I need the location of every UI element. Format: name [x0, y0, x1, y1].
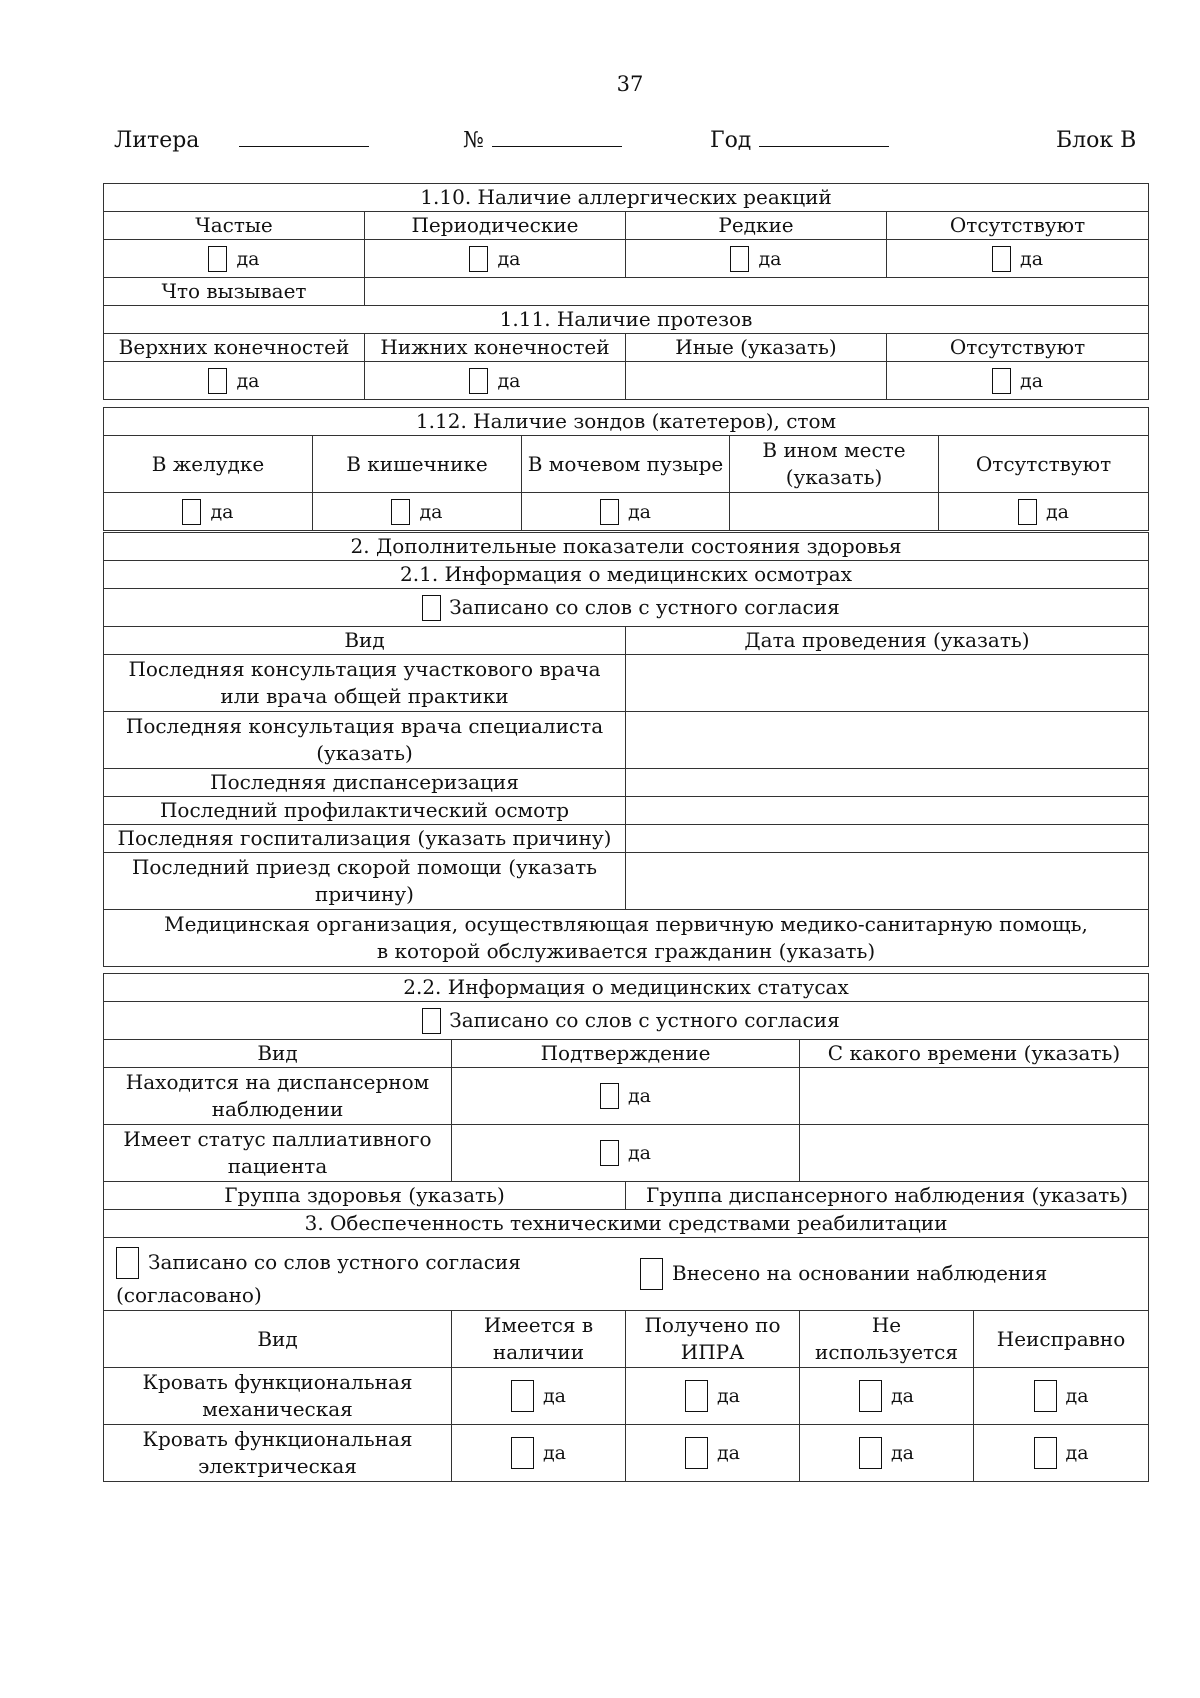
exam-date-field[interactable]	[626, 655, 1149, 712]
litera-label: Литера	[114, 128, 200, 153]
observed-label: Внесено на основании наблюдения	[672, 1261, 1048, 1285]
yes-label: да	[1020, 247, 1044, 270]
exam-row-label: Последняя консультация врача специалиста (указать)	[104, 712, 626, 769]
year-label: Год	[710, 128, 752, 153]
probe-absent-cell	[939, 493, 1149, 531]
probes-table	[103, 407, 1149, 531]
probe-col-bladder: В мочевом пузыре	[522, 436, 730, 493]
consent-label: Записано со слов с устного согласия	[449, 1008, 840, 1032]
yes-label: да	[497, 247, 521, 270]
allergy-absent-cell	[887, 240, 1149, 278]
rehab-cell	[974, 1368, 1149, 1425]
status-since-field[interactable]	[800, 1125, 1149, 1182]
number-input-line[interactable]	[492, 145, 622, 147]
rehab-cell	[626, 1425, 800, 1482]
section-2-2-title: 2.2. Информация о медицинских статусах	[104, 974, 1149, 1002]
litera-input-line[interactable]	[239, 145, 369, 147]
checkbox[interactable]	[116, 1247, 139, 1279]
exam-date-field[interactable]	[626, 797, 1149, 825]
rehab-cell	[800, 1368, 974, 1425]
section-2-1-title: 2.1. Информация о медицинских осмотрах	[104, 561, 1149, 589]
checkbox[interactable]	[422, 1008, 441, 1034]
status-row-label: Находится на диспансерном наблюдении	[104, 1068, 452, 1125]
number-label: №	[463, 128, 484, 153]
allergy-cause-label: Что вызывает	[104, 278, 365, 306]
exam-row-label: Последняя госпитализация (указать причину)	[104, 825, 626, 853]
yes-label: да	[497, 369, 521, 392]
yes-label: да	[890, 1442, 915, 1464]
rehab-col-unused: Не используется	[800, 1311, 974, 1368]
checkbox[interactable]	[730, 246, 749, 272]
checkbox[interactable]	[511, 1380, 534, 1412]
exam-date-field[interactable]	[626, 712, 1149, 769]
exam-row-label: Последняя консультация участкового врача или врача общей практики	[104, 655, 626, 712]
exam-col-date: Дата проведения (указать)	[626, 627, 1149, 655]
checkbox[interactable]	[208, 246, 227, 272]
allergy-col-absent: Отсутствуют	[887, 212, 1149, 240]
probe-other-field[interactable]	[730, 493, 939, 531]
consent-label: Записано со слов устного согласия (согласовано)	[116, 1250, 521, 1307]
prosthesis-upper-cell	[104, 362, 365, 400]
allergy-rare-cell	[626, 240, 887, 278]
consent-row	[104, 589, 1149, 627]
consent-label: Записано со слов с устного согласия	[449, 595, 840, 619]
status-confirm-cell	[452, 1068, 800, 1125]
year-field	[710, 128, 889, 153]
yes-label: да	[236, 247, 260, 270]
status-col-since: С какого времени (указать)	[800, 1040, 1149, 1068]
prosthesis-col-upper: Верхних конечностей	[104, 334, 365, 362]
checkbox[interactable]	[469, 246, 488, 272]
status-since-field[interactable]	[800, 1068, 1149, 1125]
status-confirm-cell	[452, 1125, 800, 1182]
probe-col-other: В ином месте (указать)	[730, 436, 939, 493]
year-input-line[interactable]	[759, 145, 889, 147]
probe-col-absent: Отсутствуют	[939, 436, 1149, 493]
exam-col-type: Вид	[104, 627, 626, 655]
exam-date-field[interactable]	[626, 825, 1149, 853]
yes-label: да	[758, 247, 782, 270]
rehab-cell	[452, 1425, 626, 1482]
number-field	[463, 128, 622, 153]
allergy-col-rare: Редкие	[626, 212, 887, 240]
prosthesis-col-absent: Отсутствуют	[887, 334, 1149, 362]
allergy-cause-field[interactable]	[365, 278, 1149, 306]
probe-bladder-cell	[522, 493, 730, 531]
checkbox[interactable]	[511, 1437, 534, 1469]
yes-label: да	[716, 1385, 741, 1407]
exam-row-label: Последний приезд скорой помощи (указать причину)	[104, 853, 626, 910]
yes-label: да	[1020, 369, 1044, 392]
status-col-type: Вид	[104, 1040, 452, 1068]
exam-date-field[interactable]	[626, 853, 1149, 910]
yes-label: да	[236, 369, 260, 392]
rehab-cell	[452, 1368, 626, 1425]
checkbox[interactable]	[391, 499, 410, 525]
checkbox[interactable]	[859, 1437, 882, 1469]
section-1-11-title: 1.11. Наличие протезов	[104, 306, 1149, 334]
section-1-12-title: 1.12. Наличие зондов (катетеров), стом	[104, 408, 1149, 436]
allergy-frequent-cell	[104, 240, 365, 278]
checkbox[interactable]	[422, 595, 441, 621]
consent-row	[104, 1002, 1149, 1040]
allergy-col-frequent: Частые	[104, 212, 365, 240]
allergy-periodic-cell	[365, 240, 626, 278]
section-2-title: 2. Дополнительные показатели состояния здоровья	[104, 533, 1149, 561]
yes-label: да	[419, 500, 443, 523]
yes-label: да	[627, 500, 652, 523]
checkbox[interactable]	[1034, 1380, 1057, 1412]
medical-status-table	[103, 973, 1149, 1182]
litera-field	[114, 128, 369, 153]
yes-label: да	[542, 1442, 567, 1464]
allergy-col-periodic: Периодические	[365, 212, 626, 240]
checkbox[interactable]	[1018, 499, 1037, 525]
prosthesis-col-other: Иные (указать)	[626, 334, 887, 362]
rehab-cell	[800, 1425, 974, 1482]
prosthesis-lower-cell	[365, 362, 626, 400]
checkbox[interactable]	[469, 368, 488, 394]
probe-col-stomach: В желудке	[104, 436, 313, 493]
page-number: 37	[616, 72, 644, 96]
exam-row-label: Последняя диспансеризация	[104, 769, 626, 797]
yes-label: да	[1065, 1385, 1089, 1407]
prosthesis-absent-cell	[887, 362, 1149, 400]
checkbox[interactable]	[640, 1258, 663, 1290]
rehab-row-label: Кровать функциональная электрическая	[104, 1425, 452, 1482]
yes-label: да	[627, 1085, 652, 1107]
yes-label: да	[542, 1385, 567, 1407]
checkbox[interactable]	[685, 1437, 708, 1469]
status-col-confirmation: Подтверждение	[452, 1040, 800, 1068]
probe-intestine-cell	[313, 493, 522, 531]
yes-label: да	[1045, 500, 1070, 523]
checkbox[interactable]	[208, 368, 227, 394]
section-3-title: 3. Обеспеченность техническими средствами реабилитации	[104, 1210, 1149, 1238]
checkbox[interactable]	[600, 1083, 619, 1109]
dispensary-group-label: Группа диспансерного наблюдения (указать)	[626, 1182, 1149, 1210]
checkbox[interactable]	[992, 368, 1011, 394]
checkbox[interactable]	[685, 1380, 708, 1412]
prosthesis-col-lower: Нижних конечностей	[365, 334, 626, 362]
yes-label: да	[1065, 1442, 1089, 1464]
checkbox[interactable]	[992, 246, 1011, 272]
health-group-table	[103, 1181, 1149, 1210]
yes-label: да	[890, 1385, 915, 1407]
exam-row-label: Последний профилактический осмотр	[104, 797, 626, 825]
block-label: Блок В	[1056, 128, 1137, 153]
yes-label: да	[627, 1142, 652, 1164]
allergy-prosthesis-table	[103, 183, 1149, 400]
source-row	[104, 1238, 1149, 1311]
rehab-cell	[626, 1368, 800, 1425]
health-group-label: Группа здоровья (указать)	[104, 1182, 626, 1210]
prosthesis-other-field[interactable]	[626, 362, 887, 400]
rehab-col-available: Имеется в наличии	[452, 1311, 626, 1368]
rehab-col-broken: Неисправно	[974, 1311, 1149, 1368]
rehab-row-label: Кровать функциональная механическая	[104, 1368, 452, 1425]
status-row-label: Имеет статус паллиативного пациента	[104, 1125, 452, 1182]
probe-stomach-cell	[104, 493, 313, 531]
checkbox[interactable]	[182, 499, 201, 525]
checkbox[interactable]	[600, 1140, 619, 1166]
yes-label: да	[210, 500, 234, 523]
medical-organization-label: Медицинская организация, осуществляющая первичную медико-санитарную помощь, в которой обслуживается гражданин (указать)	[104, 910, 1149, 967]
probe-col-intestine: В кишечнике	[313, 436, 522, 493]
medical-exams-table	[103, 532, 1149, 967]
checkbox[interactable]	[600, 499, 619, 525]
rehab-col-type: Вид	[104, 1311, 452, 1368]
section-1-10-title: 1.10. Наличие аллергических реакций	[104, 184, 1149, 212]
rehab-cell	[974, 1425, 1149, 1482]
yes-label: да	[716, 1442, 741, 1464]
checkbox[interactable]	[859, 1380, 882, 1412]
checkbox[interactable]	[1034, 1437, 1057, 1469]
rehab-col-ipra: Получено по ИПРА	[626, 1311, 800, 1368]
exam-date-field[interactable]	[626, 769, 1149, 797]
rehab-means-table	[103, 1209, 1149, 1482]
